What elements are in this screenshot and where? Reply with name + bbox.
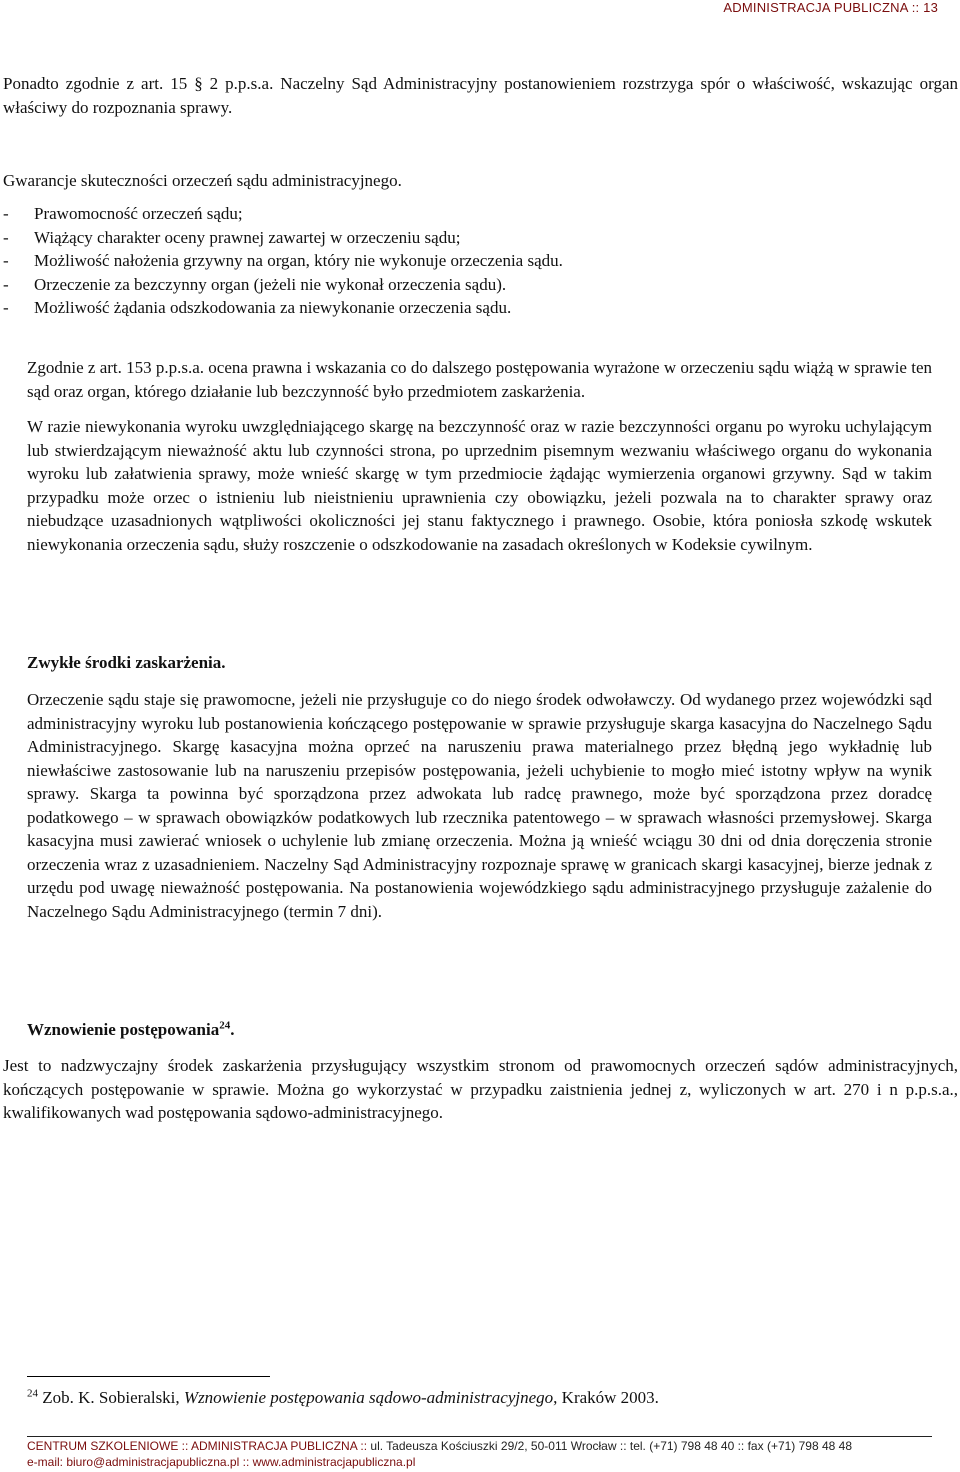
reopening-heading-end: . bbox=[230, 1020, 235, 1039]
nonexecution-paragraph: W razie niewykonania wyroku uwzględniającego skargę na bezczynność oraz w razie bezczynności organu po wyroku uchylającym lub stwierdzającym nieważność aktu lub czynności strona, po uprzednim pisemnym wezwaniu właściwego organu do wykonania wyroku lub załatwienia sprawy, może wnieść skargę w tym przedmiocie żądając wymierzenia organowi grzywny. Sąd w takim przypadku może orzec o istnieniu lub nieistnieniu uprawnienia czy obowiązku, jeżeli pozwala na to charakter sprawy oraz niebudzące uzasadnionych wątpliwości okoliczności jej stanu faktycznego i prawnego. Osobie, która poniosła szkodę wskutek niewykonania orzeczenia sądu, służy roszczenie o odszkodowanie na zasadach określonych w Kodeksie cywilnym. bbox=[27, 417, 932, 554]
footer-contact-line bbox=[27, 1455, 415, 1469]
ordinary-remedies-heading: Zwykłe środki zaskarżenia. bbox=[27, 653, 226, 672]
footer-separator: :: bbox=[239, 1455, 253, 1469]
footer-website-link[interactable]: www.administracjapubliczna.pl bbox=[252, 1455, 416, 1469]
footer-org: CENTRUM SZKOLENIOWE :: ADMINISTRACJA PUBLICZNA :: bbox=[27, 1439, 371, 1453]
footnote-author: Zob. K. Sobieralski, bbox=[42, 1388, 184, 1407]
footnote-place: , Kraków 2003. bbox=[553, 1388, 659, 1407]
guarantees-heading: Gwarancje skuteczności orzeczeń sądu administracyjnego. bbox=[3, 171, 402, 190]
list-item: - Możliwość nałożenia grzywny na organ, który nie wykonuje orzeczenia sądu. bbox=[3, 249, 958, 273]
page-header: ADMINISTRACJA PUBLICZNA :: 13 bbox=[723, 0, 938, 15]
footer-email[interactable]: e-mail: biuro@administracjapubliczna.pl bbox=[27, 1455, 240, 1469]
footnote-number: 24 bbox=[27, 1387, 38, 1400]
footnote-divider bbox=[27, 1376, 270, 1377]
list-item: - Możliwość żądania odszkodowania za niewykonanie orzeczenia sądu. bbox=[3, 296, 958, 320]
art153-paragraph: Zgodnie z art. 153 p.p.s.a. ocena prawna i wskazania co do dalszego postępowania wyrażone w orzeczeniu sądu wiążą w sprawie ten sąd oraz organ, którego działanie lub bezczynność było przedmiotem zaskarżenia. bbox=[27, 358, 932, 401]
list-item: - Orzeczenie za bezczynny organ (jeżeli nie wykonał orzeczenia sądu). bbox=[3, 273, 958, 297]
footer-divider bbox=[27, 1436, 932, 1437]
footnote-ref: 24 bbox=[219, 1019, 231, 1032]
reopening-heading bbox=[27, 1020, 932, 1040]
footnote bbox=[27, 1388, 659, 1408]
footer-address-line bbox=[27, 1439, 852, 1453]
reopening-paragraph: Jest to nadzwyczajny środek zaskarżenia przysługujący wszystkim stronom od prawomocnych orzeczeń sądów administracyjnych, kończących postępowanie w sprawie. Można go wykorzystać w przypadku zaistnienia jednej z, wyliczonych w art. 270 i n p.p.s.a., kwalifikowanych wad postępowania sądowo-administracyjnego. bbox=[3, 1056, 958, 1122]
footnote-title: Wznowienie postępowania sądowo-administracyjnego bbox=[183, 1388, 554, 1407]
reopening-heading-text: Wznowienie postępowania bbox=[27, 1020, 220, 1039]
guarantees-list bbox=[3, 202, 958, 320]
list-item: - Prawomocność orzeczeń sądu; bbox=[3, 202, 958, 226]
footer-address: ul. Tadeusza Kościuszki 29/2, 50-011 Wrocław :: tel. (+71) 798 48 40 :: fax (+71) 798 48 48 bbox=[370, 1439, 853, 1453]
ordinary-remedies-paragraph: Orzeczenie sądu staje się prawomocne, jeżeli nie przysługuje co do niego środek odwoławczy. Od wydanego przez wojewódzki sąd administracyjny wyroku lub postanowienia kończącego postępowanie w sprawie przysługuje skarga kasacyjna do Naczelnego Sądu Administracyjnego. Skargę kasacyjna można oprzeć na naruszeniu prawa materialnego przez błędną jego wykładnię lub niewłaściwe zastosowanie lub na naruszeniu przepisów postępowania, jeżeli uchybienie to mogło mieć istotny wpływ na wynik sprawy. Skarga ta powinna być sporządzona przez adwokata lub radcę prawnego, może być sporządzona przez doradcę podatkowego – w sprawach obowiązków podatkowych lub rzecznika patentowego – w sprawach własności przemysłowej. Skarga kasacyjna musi zawierać wniosek o uchylenie lub zmianę orzeczenia. Można ją wnieść wciągu 30 dni od dnia doręczenia stronie orzeczenia wraz z uzasadnieniem. Naczelny Sąd Administracyjny rozpoznaje sprawę w granicach skargi kasacyjnej, bierze jednak z urzędu pod uwagę nieważność postępowania. Na postanowienia wojewódzkiego sądu administracyjnego przysługuje zażalenie do Naczelnego Sądu Administracyjnego (termin 7 dni). bbox=[27, 690, 932, 921]
intro-paragraph: Ponadto zgodnie z art. 15 § 2 p.p.s.a. Naczelny Sąd Administracyjny postanowieniem rozstrzyga spór o właściwość, wskazując organ właściwy do rozpoznania sprawy. bbox=[3, 74, 958, 117]
list-item: - Wiążący charakter oceny prawnej zawartej w orzeczeniu sądu; bbox=[3, 226, 958, 250]
